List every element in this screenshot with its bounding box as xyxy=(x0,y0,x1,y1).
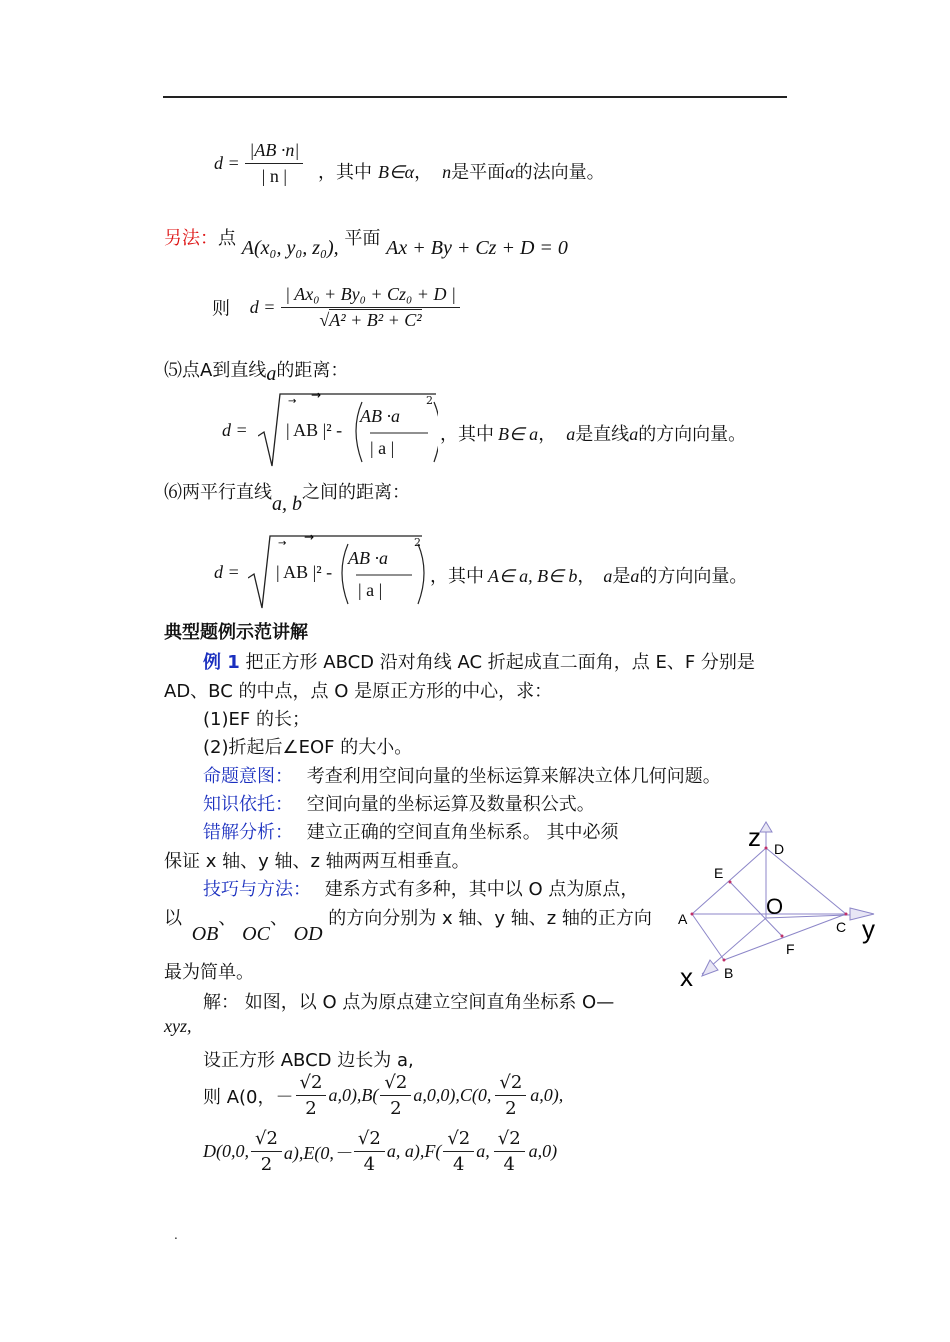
skill-line-a xyxy=(203,875,638,901)
coordinate-figure xyxy=(670,820,900,1000)
item6-qizhong: ，其中 xyxy=(430,566,484,587)
alt-fraction xyxy=(281,284,460,331)
skill-label: 技巧与方法： xyxy=(203,879,311,900)
var-alpha: α xyxy=(505,162,515,182)
header-rule xyxy=(163,96,787,98)
frac-den: 4 xyxy=(363,1154,376,1175)
item5-a1: a xyxy=(566,424,576,444)
item5-ab-sq: | AB |² - xyxy=(286,420,343,440)
alt-distance-formula xyxy=(212,284,460,331)
point-label-a: A xyxy=(678,911,688,927)
skill-yi: 以 xyxy=(164,908,182,929)
frac-den: 4 xyxy=(453,1154,465,1175)
frac-num: √2 xyxy=(299,1072,323,1093)
side-length-line: 设正方形 ABCD 边长为 a, xyxy=(203,1050,414,1071)
item5-exp: 2 xyxy=(426,394,433,407)
question-1: (1)EF 的长； xyxy=(203,709,310,730)
knowledge-label: 知识依托： xyxy=(203,794,293,815)
text-qizhong: ，其中 xyxy=(318,162,372,183)
frac-sqrt2-over-2 xyxy=(251,1128,282,1175)
item5-radical xyxy=(258,392,438,468)
item6-cond: A∈ a, B∈ b xyxy=(488,566,578,586)
intent-label: 命题意图： xyxy=(203,766,293,787)
skill-line-b xyxy=(164,904,652,945)
vec-oc: OC xyxy=(242,923,270,945)
formula-fraction xyxy=(245,140,303,187)
frac-sqrt2-over-4 xyxy=(443,1128,474,1175)
frac-num: √2 xyxy=(447,1128,471,1149)
formula-numerator: |AB ·n| xyxy=(249,140,300,160)
frac-sqrt2-over-2 xyxy=(380,1072,411,1119)
frac-den: 2 xyxy=(390,1098,402,1119)
frac-den: 2 xyxy=(305,1098,317,1119)
coords-f-end: a,0) xyxy=(528,1141,558,1161)
text-plane: 是平面 xyxy=(451,162,506,183)
axis-label-x: x xyxy=(680,962,693,992)
frac-den: 2 xyxy=(260,1154,273,1175)
cond-b-in-alpha: B∈α xyxy=(378,162,415,182)
item5-cond: B∈ a xyxy=(498,424,539,444)
point-label-b: B xyxy=(724,965,734,981)
frac-sqrt2-over-4 xyxy=(494,1128,525,1175)
item5-comma: ， xyxy=(538,424,557,445)
frac-num: √2 xyxy=(255,1128,278,1149)
item6-title-a: ⑹两平行直线 xyxy=(164,482,272,503)
error-label: 错解分析： xyxy=(203,822,293,843)
error-text-a: 建立正确的空间直角坐标系。 其中必须 xyxy=(306,822,619,843)
coords-f-prefix: a, a),F( xyxy=(386,1141,442,1161)
coords-d-prefix: D(0,0, xyxy=(203,1141,249,1161)
item5-a2: a xyxy=(629,424,639,444)
skill-text-b: 的方向分别为 x 轴、y 轴、z 轴的正方向 xyxy=(328,908,652,929)
frac-num: √2 xyxy=(384,1072,408,1093)
item6-is: 是 xyxy=(612,566,631,587)
item6-frac-den: | a | xyxy=(358,580,383,600)
item5-var-a: a xyxy=(266,363,277,385)
point-a-coords: A(x₀, y₀, z₀), xyxy=(241,237,339,259)
text-plane-word: 平面 xyxy=(344,228,381,249)
item6-frac-num: AB ·a xyxy=(348,548,388,568)
item5-formula xyxy=(222,392,433,458)
coords-e-prefix: a),E(0,－ xyxy=(283,1142,352,1163)
point-label-c: C xyxy=(836,919,847,935)
alt-method-line xyxy=(164,224,568,259)
svg-text:→: → xyxy=(311,392,322,402)
skill-line-c: 最为简单。 xyxy=(164,962,254,983)
coords-b-prefix: a,0),B( xyxy=(328,1085,379,1105)
error-line-a xyxy=(203,818,618,844)
point-label-e: E xyxy=(714,865,724,881)
solution-line-a: 解： 如图，以 O 点为原点建立空间直角坐标系 O— xyxy=(203,992,615,1013)
solution-line-b: xyz, xyxy=(164,1016,192,1036)
formula1-tail xyxy=(318,158,605,184)
sep-2: 、 xyxy=(269,908,288,929)
item6-a2: a xyxy=(630,566,640,586)
coords-f-mid: a, xyxy=(476,1141,490,1161)
frac-num: √2 xyxy=(499,1072,523,1093)
item5-line-word: 是直线 xyxy=(575,424,630,445)
section-heading: 典型题例示范讲解 xyxy=(164,622,308,643)
item6-comma: ， xyxy=(577,566,596,587)
z-arrow xyxy=(760,822,772,832)
item5-tail xyxy=(440,420,746,446)
item5-title-b: 的距离： xyxy=(276,360,349,381)
example-line1 xyxy=(203,648,755,674)
var-n: n xyxy=(442,162,452,182)
item6-tail xyxy=(430,562,747,588)
frac-sqrt2-over-2 xyxy=(296,1072,327,1119)
item6-radical xyxy=(248,534,428,610)
item6-dir-vector: 的方向向量。 xyxy=(639,566,748,587)
item5-qizhong: ，其中 xyxy=(440,424,494,445)
intent-text: 考查利用空间向量的坐标运算来解决立体几何问题。 xyxy=(306,766,721,787)
item6-exp: 2 xyxy=(414,536,421,549)
plane-equation: Ax + By + Cz + D = 0 xyxy=(386,237,568,259)
svg-text:→: → xyxy=(278,538,287,549)
item5-dir-vector: 的方向向量。 xyxy=(638,424,747,445)
origin-label-o: O xyxy=(766,894,784,919)
text-point: 点 xyxy=(218,228,236,249)
svg-text:→: → xyxy=(304,534,315,544)
item6-ab-sq: | AB |² - xyxy=(276,562,333,582)
example-label: 例 1 xyxy=(203,652,240,673)
coords-line-2 xyxy=(203,1128,557,1175)
item6-a1: a xyxy=(603,566,613,586)
footer-mark: . xyxy=(174,1228,178,1242)
intent-line xyxy=(203,762,721,788)
formula-d: d = xyxy=(214,153,240,173)
point-label-f: F xyxy=(786,941,795,957)
coords-c-prefix: a,0,0),C(0, xyxy=(413,1085,492,1105)
edge-bc xyxy=(724,914,846,960)
axis-label-y: y xyxy=(862,914,875,944)
frac-num: √2 xyxy=(357,1128,381,1149)
example-text-1: 把正方形 ABCD 沿对角线 AC 折起成直二面角，点 E、F 分别是 xyxy=(245,652,755,673)
svg-text:→: → xyxy=(288,396,297,407)
axis-label-z: z xyxy=(748,822,761,852)
sep-1: 、 xyxy=(218,908,237,929)
alt-label: 另法： xyxy=(164,228,218,249)
item6-d: d = xyxy=(214,562,240,582)
text-then: 则 xyxy=(212,298,230,320)
item5-title-a: ⑸点A到直线 xyxy=(164,360,267,381)
coords-a-prefix: 则 A(0，－ xyxy=(203,1086,294,1108)
knowledge-text: 空间向量的坐标运算及数量积公式。 xyxy=(306,794,595,815)
coords-c-end: a,0), xyxy=(530,1085,564,1105)
example-line2: AD、BC 的中点，点 O 是原正方形的中心，求： xyxy=(164,681,553,702)
coords-line-1 xyxy=(203,1072,563,1119)
item6-title-b: 之间的距离： xyxy=(302,482,410,503)
vec-od: OD xyxy=(293,923,323,945)
frac-den: 2 xyxy=(505,1098,517,1119)
formula-point-plane-distance xyxy=(214,140,303,187)
item5-frac-num: AB ·a xyxy=(360,406,400,426)
alt-d: d = xyxy=(249,297,276,317)
edge-ab xyxy=(692,914,724,960)
frac-sqrt2-over-2 xyxy=(495,1072,526,1119)
error-line-b: 保证 x 轴、y 轴、z 轴两两互相垂直。 xyxy=(164,851,470,872)
frac-sqrt2-over-4 xyxy=(354,1128,385,1175)
item6-title xyxy=(164,478,410,515)
item6-vars: a, b xyxy=(272,493,302,515)
item5-d: d = xyxy=(222,420,248,440)
point-label-d: D xyxy=(774,841,785,857)
item5-title xyxy=(164,356,349,385)
knowledge-line xyxy=(203,790,595,816)
alt-numerator: | Ax₀ + By₀ + Cz₀ + D | xyxy=(285,284,456,304)
item6-formula xyxy=(214,534,421,600)
alt-denominator: √A² + B² + C² xyxy=(319,310,422,330)
skill-text-a: 建系方式有多种，其中以 O 点为原点， xyxy=(324,879,639,900)
vec-ob: OB xyxy=(191,923,219,945)
text-normal-vector: 的法向量。 xyxy=(514,162,605,183)
text-comma: ， xyxy=(414,162,433,183)
question-2: (2)折起后∠EOF 的大小。 xyxy=(203,737,413,758)
formula-denominator: | n | xyxy=(261,166,287,186)
frac-den: 4 xyxy=(503,1154,515,1175)
item5-frac-den: | a | xyxy=(370,438,395,458)
frac-num: √2 xyxy=(497,1128,521,1149)
